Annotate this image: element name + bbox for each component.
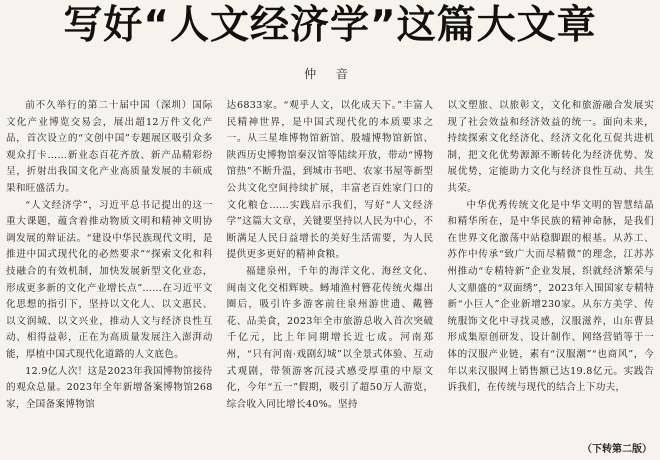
column-1	[6, 98, 213, 460]
paragraph: 中华优秀传统文化是中华文明的智慧结晶和精华所在，是中华民族的精神命脉，是我们在世界文化激荡中站稳脚跟的根基。从苏工、苏作中传承“致广大而尽精微”的理念，江苏苏州推动“专精特新”企业发展，织就经济繁荣与人文鼎盛的“双面绣”，2023年入围国家专精特新“小巨人”企业新增230家。从东方美学、传统服饰文化中寻找灵感，汉服滋养，山东曹县形成集原创研发、设计制作、网络营销等于一体的汉服产业链，素有“汉服潮”“也商风”，今年以来汉服网上销售额已达19.8亿元。实践告诉我们，在传统与现代的结合上下功夫，	[447, 199, 655, 394]
paragraph: “人文经济学”，习近平总书记提出的这一重大课题，蕴含着推动物质文明和精神文明协调发展的辩证法。“建设中华民族现代文明，是推进中国式现代化的必然要求”“探索文化和科技融合的有效机制，加快发展新型文化业态，形成更多新的文化产业增长点”……在习近平文化思想的指引下，坚持以文化人、以文惠民、以文润城、以文兴业，推动人文与经济良性互动、相得益彰，正在为高质量发展注入澎湃动能，厚植中国式现代化道路的人文底色。	[6, 199, 213, 360]
column-2	[227, 98, 434, 460]
paragraph: 福建泉州，千年的海洋文化、海丝文化、闽南文化交相辉映。蟳埔渔村簪花传统火爆出圈后，吸引许多游客前往泉州游世遗、戴簪花、品美食，2023年全市旅游总收入首次突破千亿元，比上年同期增长近七成。河南郑州，“只有河南·戏剧幻城”以全景式体验、互动式观剧，带领游客沉浸式感受厚重的中原文化，今年“五一”假期，吸引了超50万人游览，综合收入同比增长40%。坚持	[226, 265, 434, 410]
continued-on-page-2-note: （下转第二版）	[578, 440, 652, 455]
byline: 仲 音	[304, 67, 356, 81]
article-body	[6, 98, 654, 460]
paragraph: 前不久举行的第二十届中国（深圳）国际文化产业博览交易会，展出超12万件文化产品，首次设立的“文创中国”专题展区吸引众多观众打卡……新业态百花齐放、新产品精彩纷呈，折射出我国文化产业高质量发展的丰硕成果和旺盛活力。	[6, 100, 213, 194]
paragraph: 以文塑旅、以旅彰文，文化和旅游融合发展实现了社会效益和经济效益的统一。面向未来，持续探索文化经济化、经济文化化互促共进机制，把文化优势源源不断转化为经济优势、发展优势，定能助力文化与经济良性互动、共生共荣。	[447, 100, 655, 194]
paragraph: 12.9亿人次！这是2023年我国博物馆接待的观众总量。2023年全年新增备案博物馆268家，全国备案博物馆	[6, 365, 213, 410]
column-3	[447, 98, 654, 460]
headline: 写好“人文经济学”这篇大文章	[63, 3, 597, 48]
paragraph: 达6833家。“观乎人文，以化成天下。”丰富人民精神世界，是中国式现代化的本质要求之一。从三星堆博物馆新馆、殷墟博物馆新馆、陕西历史博物馆秦汉馆等陆续开放，带动“博物馆热”不断升温，到城市书吧、农家书屋等新型公共文化空间持续扩展，丰富老百姓家门口的文化粮仓……实践启示我们，写好“人文经济学”这篇大文章，关键要坚持以人民为中心，不断满足人民日益增长的美好生活需要，为人民提供更多更好的精神食粮。	[226, 100, 434, 261]
